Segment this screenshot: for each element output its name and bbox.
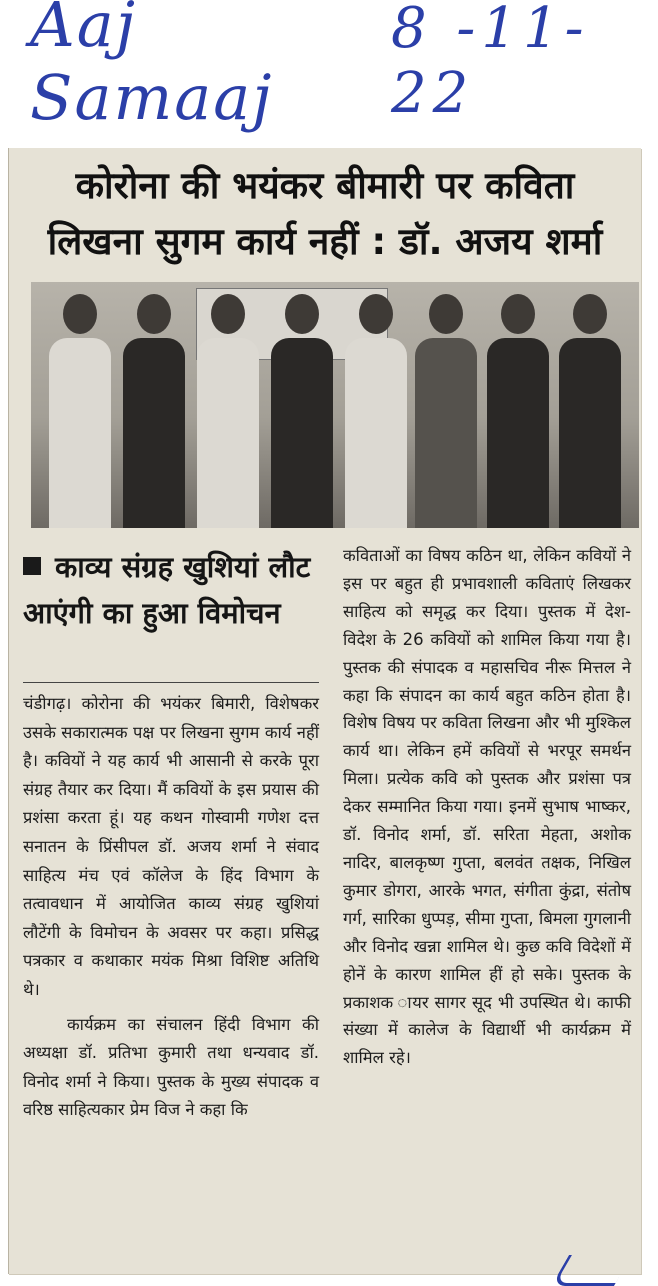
left-column [23, 690, 319, 1125]
person-figure [487, 294, 549, 528]
person-figure [123, 294, 185, 528]
handwritten-publication: Aaj Samaaj [30, 0, 274, 134]
handwritten-annotation [30, 0, 630, 134]
person-figure [49, 294, 111, 528]
bullet-square-icon [23, 557, 41, 575]
person-figure [345, 294, 407, 528]
right-paragraph: कविताओं का विषय कठिन था, लेकिन कवियों ने इस पर बहुत ही प्रभावशाली कविताएं लिखकर साहित्य को समृद्ध कर दिया। पुस्तक में देश-विदेश के 26 कवियों को शामिल किया गया है। पुस्तक की संपादक व महासचिव नीरू मित्तल ने कहा कि संपादन का कार्य बहुत कठिन होता है। विशेष विषय पर कविता लिखना और भी मुश्किल कार्य था। लेकिन हमें कवियों से भरपूर समर्थन मिला। प्रत्येक कवि को पुस्तक और प्रशंसा पत्र देकर सम्मानित किया गया। इनमें सुभाष भाष्कर, डॉ. विनोद शर्मा, डॉ. सरिता मेहता, अशोक नादिर, बालकृष्ण गुप्ता, बलवंत तक्षक, निखिल कुमार डोगरा, आरके भगत, संगीता कुंद्रा, संतोष गर्ग, सारिका धुप्पड़, सीमा गुप्ता, बिमला गुगलानी और विनोद खन्ना शामिल थे। कुछ कवि विदेशों में होनें के कारण शामिल हीं हो सके। पुस्तक के प्रकाशक ायर सागर सूद भी उपस्थित थे। काफी संख्या में कालेज के विद्यार्थी भी कार्यक्रम में शामिल रहे। [343, 546, 631, 1068]
event-photo [31, 282, 639, 528]
headline-line-1: कोरोना की भयंकर बीमारी पर कविता [75, 164, 575, 207]
newspaper-clipping [8, 148, 641, 1274]
person-figure [271, 294, 333, 528]
right-column [343, 542, 631, 1072]
handwritten-date: 8 -11- 22 [391, 0, 590, 126]
subheadline-text: काव्य संग्रह खुशियां लौट आएंगी का हुआ विमोचन [23, 550, 311, 630]
left-paragraph-1: चंडीगढ़। कोरोना की भयंकर बिमारी, विशेषकर उसके सकारात्मक पक्ष पर लिखना सुगम कार्य नहीं है। कवियों ने यह कार्य भी आसानी से करके पूरा संग्रह तैयार कर दिया। मैं कवियों के इस प्रयास की प्रशंसा करता हूं। यह कथन गोस्वामी गणेश दत्त सनातन के प्रिंसीपल डॉ. अजय शर्मा ने संवाद साहित्य मंच एवं कॉलेज के हिंद विभाग के तत्वावधान में आयोजित काव्य संग्रह खुशियां लौटेंगी के विमोचन के अवसर पर कहा। प्रसिद्ध पत्रकार व कथाकार मयंक मिश्रा विशिष्ट अतिथि थे। [23, 694, 319, 999]
headline [9, 158, 641, 270]
subheadline [23, 544, 319, 636]
left-paragraph-2: कार्यक्रम का संचालन हिंदी विभाग की अध्यक्षा डॉ. प्रतिभा कुमारी तथा धन्यवाद डॉ. विनोद शर्मा ने किया। पुस्तक के मुख्य संपादक व वरिष्ठ साहित्यकार प्रेम विज ने कहा कि [23, 1014, 319, 1120]
person-figure [559, 294, 621, 528]
person-figure [415, 294, 477, 528]
divider [23, 682, 319, 683]
headline-line-2: लिखना सुगम कार्य नहीं : डॉ. अजय शर्मा [47, 220, 603, 263]
person-figure [197, 294, 259, 528]
